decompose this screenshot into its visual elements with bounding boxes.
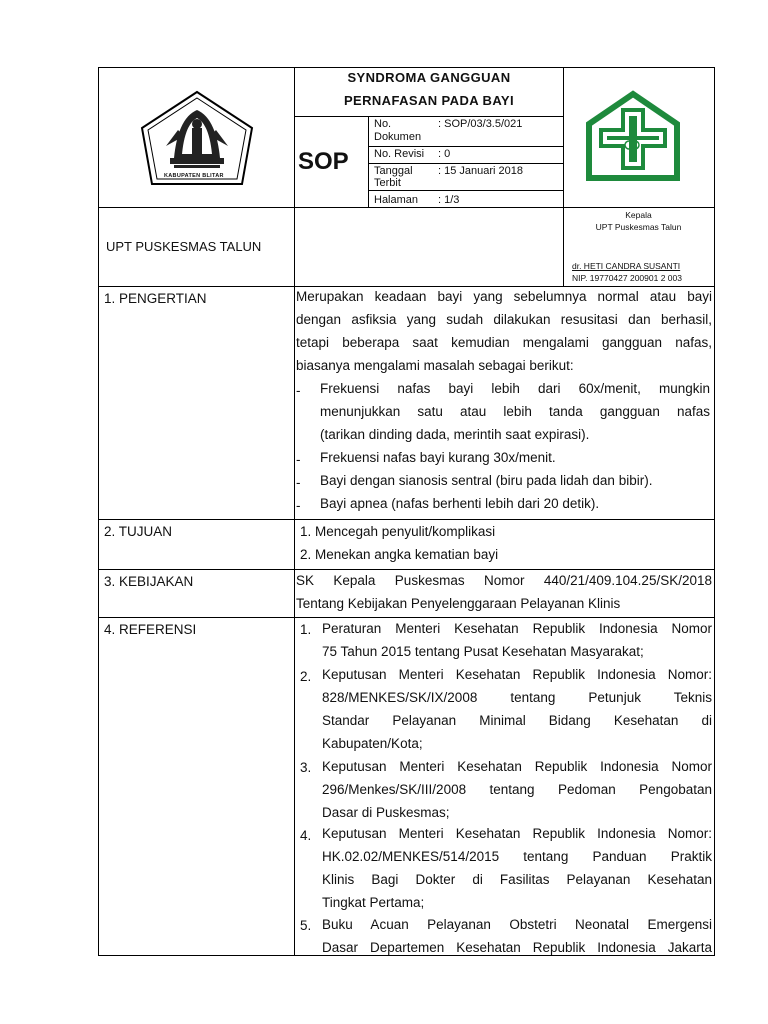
- bullet-dash: -: [296, 383, 301, 398]
- section-label-kebijakan: 3. KEBIJAKAN: [104, 574, 194, 589]
- tujuan-item: 1. Mencegah penyulit/komplikasi: [300, 524, 496, 539]
- divider: [294, 67, 295, 956]
- table-border-right: [714, 67, 715, 956]
- pengertian-bullet-line: menunjukkan satu atau lebih tanda gangguan nafas: [320, 404, 710, 419]
- org-name: UPT PUSKESMAS TALUN: [106, 239, 262, 254]
- tanggal-value: : 15 Januari 2018: [438, 165, 524, 177]
- divider: [368, 146, 564, 147]
- bullet-dash: -: [296, 475, 301, 490]
- sop-label: SOP: [298, 148, 349, 175]
- puskesmas-logo: [585, 90, 681, 186]
- pengertian-bullet-line: Bayi dengan sianosis sentral (biru pada lidah dan bibir).: [320, 473, 653, 488]
- referensi-number: 1.: [300, 622, 312, 637]
- divider: [294, 116, 564, 117]
- referensi-line: Keputusan Menteri Kesehatan Republik Indonesia Nomor:: [322, 667, 712, 682]
- no-revisi-label: No. Revisi: [374, 148, 425, 160]
- referensi-line: 296/Menkes/SK/III/2008 tentang Pedoman Pengobatan: [322, 782, 712, 797]
- referensi-number: 4.: [300, 828, 312, 843]
- kebijakan-line: Tentang Kebijakan Penyelenggaraan Pelayanan Klinis: [296, 596, 621, 611]
- table-border-left: [98, 67, 99, 956]
- referensi-line: Klinis Bagi Dokter di Fasilitas Pelayanan Kesehatan: [322, 872, 712, 887]
- referensi-number: 3.: [300, 760, 312, 775]
- referensi-line: Keputusan Menteri Kesehatan Republik Indonesia Nomor:: [322, 826, 712, 841]
- sign-role-1: Kepala: [625, 210, 652, 220]
- kebijakan-line: SK Kepala Puskesmas Nomor 440/21/409.104.25/SK/2018: [296, 573, 712, 588]
- sop-title-line2: PERNAFASAN PADA BAYI: [343, 93, 515, 108]
- referensi-line: 828/MENKES/SK/IX/2008 tentang Petunjuk Teknis: [322, 690, 712, 705]
- sign-role-2: UPT Puskesmas Talun: [595, 222, 682, 232]
- sop-title-line1: SYNDROMA GANGGUAN: [347, 70, 511, 85]
- divider: [368, 163, 564, 164]
- halaman-value: : 1/3: [438, 194, 460, 206]
- referensi-number: 2.: [300, 669, 312, 684]
- referensi-line: HK.02.02/MENKES/514/2015 tentang Panduan Praktik: [322, 849, 712, 864]
- tanggal-label-1: Tanggal: [374, 165, 413, 177]
- bullet-dash: -: [296, 498, 301, 513]
- referensi-line: Kabupaten/Kota;: [322, 736, 423, 751]
- pengertian-bullet-line: Bayi apnea (nafas berhenti lebih dari 20 detik).: [320, 496, 600, 511]
- pengertian-bullet-line: (tarikan dinding dada, merintih saat expirasi).: [320, 427, 590, 442]
- no-dokumen-value: : SOP/03/3.5/021: [438, 118, 523, 130]
- section-label-tujuan: 2. TUJUAN: [104, 524, 173, 539]
- pengertian-line: Merupakan keadaan bayi yang sebelumnya normal atau bayi: [296, 289, 712, 304]
- tanggal-label-2: Terbit: [374, 177, 401, 189]
- emblem-caption: KABUPATEN BLITAR: [164, 173, 224, 179]
- signatory-nip: NIP. 19770427 200901 2 003: [572, 273, 682, 283]
- pengertian-line: biasanya mengalami masalah sebagai berikut:: [296, 358, 574, 373]
- halaman-label: Halaman: [374, 194, 419, 206]
- tujuan-item: 2. Menekan angka kematian bayi: [300, 547, 499, 562]
- no-dokumen-label-2: Dokumen: [374, 131, 422, 143]
- referensi-line: Dasar di Puskesmas;: [322, 805, 450, 820]
- referensi-line: Dasar Departemen Kesehatan Republik Indonesia Jakarta: [322, 940, 712, 955]
- no-revisi-value: : 0: [438, 148, 451, 160]
- table-border-top: [98, 67, 715, 68]
- divider: [368, 116, 369, 208]
- referensi-line: Tingkat Pertama;: [322, 895, 425, 910]
- table-border-bottom: [98, 955, 715, 956]
- referensi-line: 75 Tahun 2015 tentang Pusat Kesehatan Masyarakat;: [322, 644, 644, 659]
- section-label-pengertian: 1. PENGERTIAN: [104, 291, 207, 306]
- signatory-name: dr. HETI CANDRA SUSANTI: [572, 261, 681, 271]
- no-dokumen-label-1: No.: [374, 118, 392, 130]
- referensi-line: Standar Pelayanan Minimal Bidang Kesehatan di: [322, 713, 712, 728]
- pengertian-bullet-line: Frekuensi nafas bayi kurang 30x/menit.: [320, 450, 556, 465]
- pengertian-line: tetapi beberapa saat kemudian mengalami gangguan nafas,: [296, 335, 712, 350]
- referensi-number: 5.: [300, 918, 312, 933]
- section-label-referensi: 4. REFERENSI: [104, 622, 197, 637]
- referensi-line: Keputusan Menteri Kesehatan Republik Indonesia Nomor: [322, 759, 712, 774]
- referensi-line: Peraturan Menteri Kesehatan Republik Indonesia Nomor: [322, 621, 712, 636]
- referensi-line: Buku Acuan Pelayanan Obstetri Neonatal Emergensi: [322, 917, 712, 932]
- bullet-dash: -: [296, 452, 301, 467]
- pengertian-line: dengan asfiksia yang sudah dilakukan resusitasi dan berhasil,: [296, 312, 712, 327]
- pengertian-bullet-line: Frekuensi nafas bayi lebih dari 60x/menit, mungkin: [320, 381, 710, 396]
- divider: [98, 207, 715, 208]
- divider: [368, 190, 564, 191]
